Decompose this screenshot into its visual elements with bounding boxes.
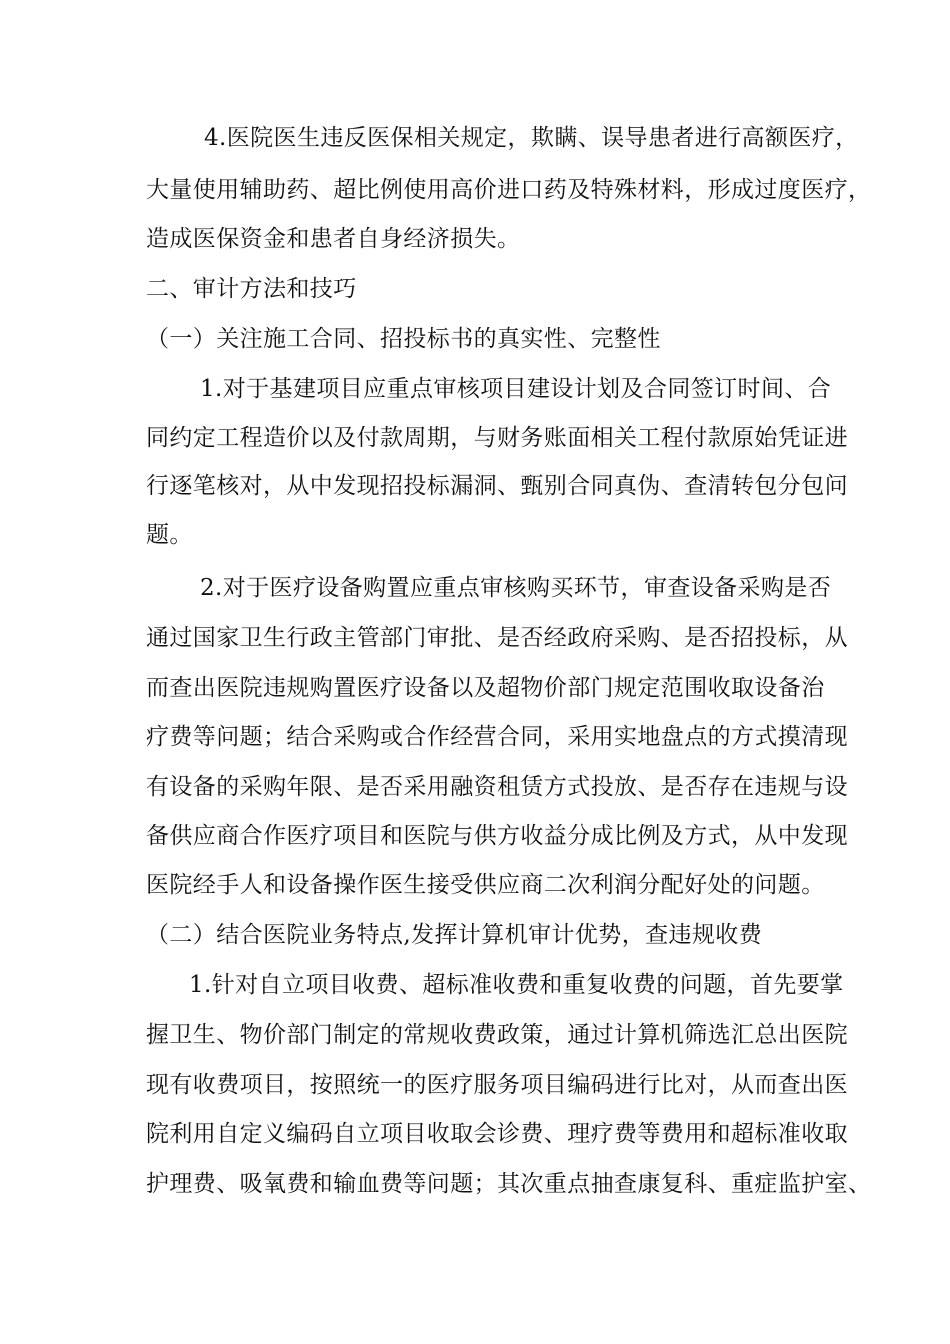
paragraph-3-line-4: 疗费等问题；结合采购或合作经营合同，采用实地盘点的方式摸清现 <box>146 724 848 750</box>
paragraph-2-line-1: 1.对于基建项目应重点审核项目建设计划及合同签订时间、合 <box>200 376 832 402</box>
paragraph-3-line-1: 2.对于医疗设备购置应重点审核购买环节，审查设备采购是否 <box>200 575 832 601</box>
subheading-1: （一）关注施工合同、招投标书的真实性、完整性 <box>146 326 661 352</box>
paragraph-1-line-1: 4.医院医生违反医保相关规定，欺瞒、误导患者进行高额医疗， <box>204 125 859 151</box>
paragraph-3-line-6: 备供应商合作医疗项目和医院与供方收益分成比例及方式，从中发现 <box>146 823 848 849</box>
paragraph-4-line-2: 握卫生、物价部门制定的常规收费政策，通过计算机筛选汇总出医院 <box>146 1022 848 1048</box>
paragraph-3-line-3: 而查出医院违规购置医疗设备以及超物价部门规定范围收取设备治 <box>146 675 825 701</box>
paragraph-4-line-4: 院利用自定义编码自立项目收取会诊费、理疗费等费用和超标准收取 <box>146 1121 848 1147</box>
paragraph-1-line-3: 造成医保资金和患者自身经济损失。 <box>146 226 521 252</box>
paragraph-4-line-3: 现有收费项目，按照统一的医疗服务项目编码进行比对，从而查出医 <box>146 1072 848 1098</box>
paragraph-3-line-5: 有设备的采购年限、是否采用融资租赁方式投放、是否存在违规与设 <box>146 774 848 800</box>
section-heading: 二、审计方法和技巧 <box>146 276 357 302</box>
paragraph-3-line-7: 医院经手人和设备操作医生接受供应商二次利润分配好处的问题。 <box>146 872 825 898</box>
paragraph-2-line-4: 题。 <box>146 522 193 548</box>
paragraph-1-line-2: 大量使用辅助药、超比例使用高价进口药及特殊材料，形成过度医疗， <box>146 177 872 203</box>
paragraph-4-line-1: 1.针对自立项目收费、超标准收费和重复收费的问题，首先要掌 <box>189 972 844 998</box>
paragraph-2-line-2: 同约定工程造价以及付款周期，与财务账面相关工程付款原始凭证进 <box>146 425 848 451</box>
subheading-2: （二）结合医院业务特点,发挥计算机审计优势，查违规收费 <box>146 922 763 948</box>
paragraph-2-line-3: 行逐笔核对，从中发现招投标漏洞、甄别合同真伪、查清转包分包问 <box>146 473 848 499</box>
paragraph-4-line-5: 护理费、吸氧费和输血费等问题；其次重点抽查康复科、重症监护室、 <box>146 1171 872 1197</box>
paragraph-3-line-2: 通过国家卫生行政主管部门审批、是否经政府采购、是否招投标，从 <box>146 625 848 651</box>
